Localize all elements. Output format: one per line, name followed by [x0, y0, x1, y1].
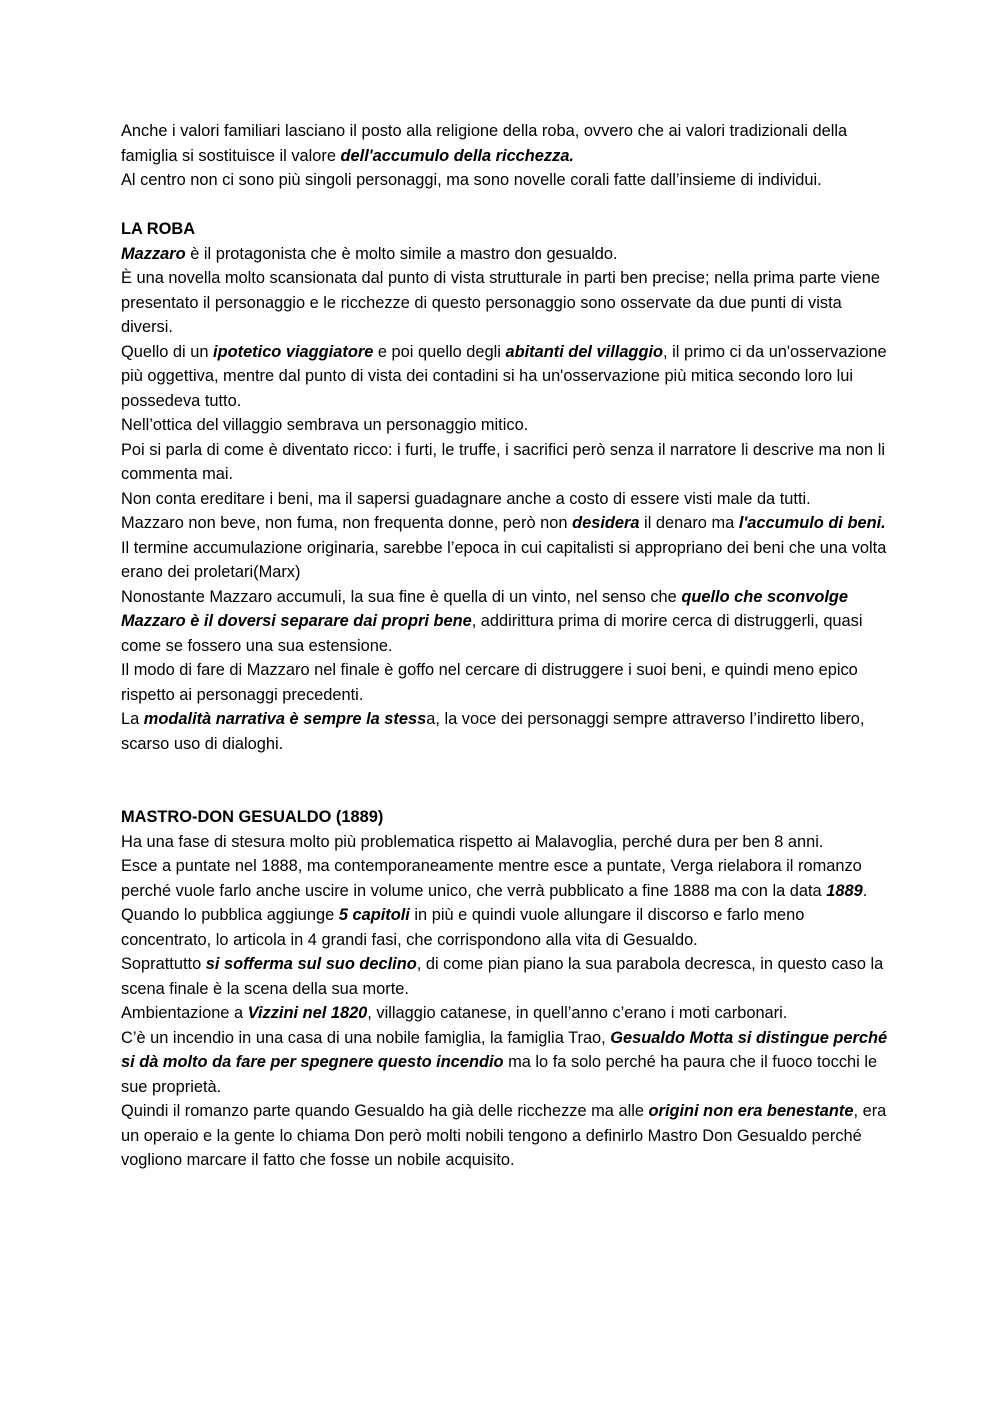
paragraph-text: , villaggio catanese, in quell’anno c’erano i moti carbonari. — [367, 1004, 788, 1022]
emphasis-text: quello che sconvolge Mazzaro è il doversi separare dai propri bene — [121, 587, 849, 630]
section-heading-mastro-don-gesualdo: MASTRO-DON GESUALDO (1889) — [121, 808, 384, 826]
paragraph — [121, 830, 891, 855]
paragraph-text: Soprattutto — [121, 955, 206, 973]
paragraph-text: in più e quindi vuole allungare il discorso e farlo meno concentrato, lo articola in 4 grandi fasi, che corrispondono alla vita di Gesualdo. — [121, 906, 805, 949]
emphasis-text: Vizzini nel 1820 — [247, 1004, 368, 1022]
paragraph — [121, 536, 891, 585]
paragraph — [121, 487, 891, 512]
paragraph-text: Nonostante Mazzaro accumuli, la sua fine è quella di un vinto, nel senso che — [121, 587, 682, 606]
emphasis-text: origini non era benestante — [648, 1102, 854, 1120]
emphasis-text: abitanti del villaggio — [505, 342, 664, 361]
paragraph — [121, 266, 891, 340]
intro-block — [121, 119, 891, 193]
paragraph-text: Non conta ereditare i beni, ma il sapersi guadagnare anche a costo di essere visti male da tutti. — [121, 489, 811, 508]
paragraph-text: , era un operaio e la gente lo chiama Don però molti nobili tengono a definirlo Mastro Don Gesualdo perché vogliono marcare il fatto che fosse un nobile acquisito. — [121, 1102, 887, 1169]
paragraph-text: a, la voce dei personaggi sempre attraverso l’indiretto libero, scarso uso di dialoghi. — [121, 710, 865, 753]
paragraph — [121, 952, 891, 1001]
emphasis-text: modalità narrativa è sempre la stess — [143, 710, 427, 728]
document-page — [121, 119, 891, 1173]
emphasis-text: l'accumulo di beni. — [738, 514, 886, 532]
paragraph-text: , di come pian piano la sua parabola decresca, in questo caso la scena finale è la scena della sua morte. — [121, 955, 884, 998]
paragraph-text: , il primo ci da un'osservazione più oggettiva, mentre dal punto di vista dei contadini si ha un'osservazione più mitica secondo loro lui possedeva tutto. — [121, 342, 887, 410]
mastro-don-gesualdo-body — [121, 830, 891, 1173]
paragraph-text: ma lo fa solo perché ha paura che il fuoco tocchi le sue proprietà. — [121, 1053, 878, 1096]
paragraph — [121, 707, 891, 756]
paragraph-text: Il termine accumulazione originaria, sarebbe l’epoca in cui capitalisti si appropriano dei beni che una volta erano dei proletari(Marx) — [121, 538, 887, 581]
paragraph-text: La — [121, 710, 144, 728]
la-roba-body — [121, 242, 891, 757]
paragraph-text: Quando lo pubblica aggiunge — [121, 906, 339, 924]
emphasis-text: 1889 — [826, 881, 863, 900]
paragraph — [121, 511, 891, 536]
emphasis-text: 5 capitoli — [338, 906, 410, 924]
paragraph — [121, 413, 891, 438]
paragraph — [121, 168, 891, 193]
paragraph — [121, 1099, 891, 1173]
paragraph — [121, 119, 891, 168]
paragraph-text: C’è un incendio in una casa di una nobile famiglia, la famiglia Trao, — [121, 1028, 611, 1047]
paragraph — [121, 585, 891, 659]
paragraph-text: Poi si parla di come è diventato ricco: i furti, le truffe, i sacrifici però senza il narratore li descrive ma non li commenta mai. — [121, 440, 886, 483]
paragraph-text: il denaro ma — [639, 514, 739, 532]
paragraph — [121, 438, 891, 487]
paragraph — [121, 242, 891, 267]
paragraph-text: Nell’ottica del villaggio sembrava un personaggio mitico. — [121, 416, 529, 434]
paragraph — [121, 1001, 891, 1026]
paragraph — [121, 658, 891, 707]
paragraph-text: Al centro non ci sono più singoli personaggi, ma sono novelle corali fatte dall’insieme di individui. — [121, 171, 822, 189]
paragraph-text: e poi quello degli — [373, 342, 506, 361]
emphasis-text: desidera — [572, 514, 640, 532]
section-heading-la-roba: LA ROBA — [121, 220, 196, 238]
paragraph-text: Mazzaro non beve, non fuma, non frequenta donne, però non — [121, 514, 573, 532]
paragraph-text: Quindi il romanzo parte quando Gesualdo ha già delle ricchezze ma alle — [121, 1102, 649, 1120]
paragraph-text: Ambientazione a — [121, 1004, 248, 1022]
paragraph — [121, 854, 891, 903]
paragraph-text: Quello di un — [121, 342, 214, 361]
emphasis-text: si sofferma sul suo declino — [205, 955, 417, 973]
paragraph — [121, 1026, 891, 1100]
emphasis-text: ipotetico viaggiatore — [213, 342, 374, 361]
paragraph-text: Esce a puntate nel 1888, ma contemporaneamente mentre esce a puntate, Verga rielabora il romanzo perché vuole farlo anche uscire in volume unico, che verrà pubblicato a fine 1888 ma con la data — [121, 857, 862, 900]
paragraph-text: è il protagonista che è molto simile a mastro don gesualdo. — [185, 244, 618, 263]
paragraph — [121, 903, 891, 952]
paragraph-text: Il modo di fare di Mazzaro nel finale è goffo nel cercare di distruggere i suoi beni, e quindi meno epico rispetto ai personaggi precedenti. — [121, 661, 858, 704]
paragraph-text: . — [862, 881, 868, 900]
paragraph — [121, 340, 891, 414]
paragraph-text: Ha una fase di stesura molto più problematica rispetto ai Malavoglia, perché dura per ben 8 anni. — [121, 832, 824, 851]
emphasis-text: dell'accumulo della ricchezza. — [340, 146, 574, 165]
paragraph-text: Anche i valori familiari lasciano il posto alla religione della roba, ovvero che ai valori tradizionali della famiglia si sostituisce il valore — [121, 122, 848, 165]
emphasis-text: Gesualdo Motta si distingue perché si dà molto da fare per spegnere questo incendio — [121, 1028, 888, 1071]
emphasis-text: Mazzaro — [121, 244, 186, 263]
paragraph-text: È una novella molto scansionata dal punto di vista strutturale in parti ben precise; nella prima parte viene presentato il personaggio e le ricchezze di questo personaggio sono osservate da due punti di vista diversi. — [121, 269, 880, 336]
paragraph-text: , addirittura prima di morire cerca di distruggerli, quasi come se fossero una sua estensione. — [121, 612, 863, 655]
